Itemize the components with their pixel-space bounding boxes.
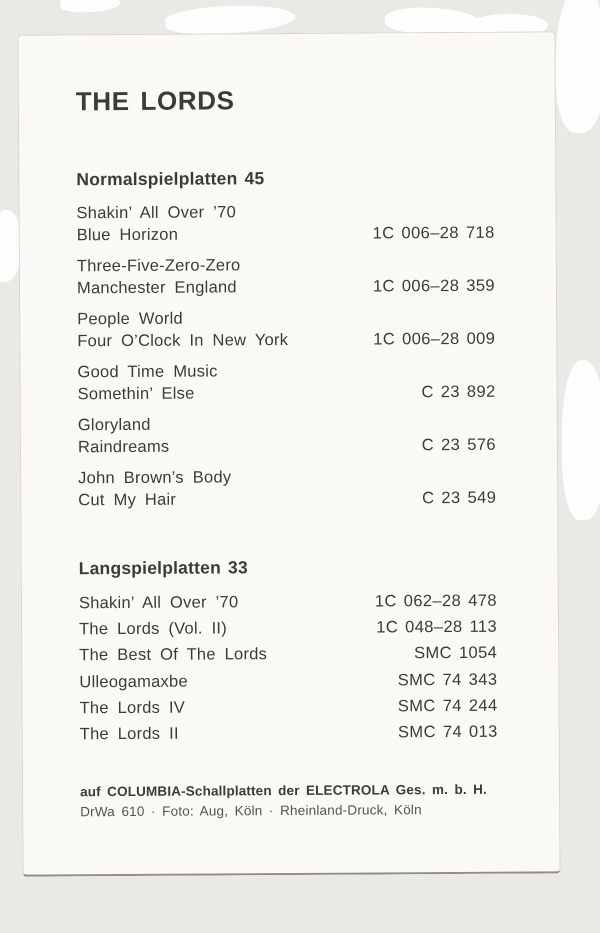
- album-row: [79, 693, 497, 722]
- single-titles: [78, 466, 231, 511]
- catalog-number: C 23 549: [422, 488, 497, 508]
- single-entry: [78, 412, 496, 459]
- albums-list: [79, 588, 498, 748]
- paper-residue-patch: [562, 360, 600, 520]
- album-title: The Lords II: [79, 724, 179, 744]
- track-title-b: Raindreams: [77, 437, 170, 457]
- section-albums: [79, 556, 498, 748]
- album-row: [79, 640, 497, 669]
- paper-residue-patch: [60, 0, 121, 13]
- paper-residue-patch: [555, 0, 600, 133]
- album-row: [80, 719, 498, 748]
- catalog-number: 1C 006–28 718: [372, 223, 495, 243]
- album-title: Ulleogamaxbe: [79, 672, 188, 691]
- track-title-b: Cut My Hair: [78, 490, 177, 510]
- catalog-number: C 23 892: [421, 382, 496, 402]
- album-title: The Lords (Vol. II): [79, 619, 228, 639]
- track-title-a: Shakin’ All Over ’70: [76, 203, 237, 223]
- single-titles: [77, 307, 288, 352]
- track-title-b: Somethin’ Else: [77, 384, 195, 404]
- card-footer: [80, 782, 498, 820]
- albums-heading: Langspielplatten 33: [78, 557, 248, 579]
- singles-heading: Normalspielplatten 45: [76, 168, 265, 190]
- catalog-number: 1C 048–28 113: [376, 617, 498, 637]
- single-titles: [77, 360, 217, 405]
- single-entry: [77, 306, 495, 353]
- track-title-a: Gloryland: [77, 415, 151, 435]
- singles-list: [76, 200, 496, 512]
- catalog-number: SMC 74 343: [397, 670, 498, 689]
- single-titles: [76, 201, 236, 246]
- track-title-a: John Brown’s Body: [78, 468, 232, 488]
- catalog-number: SMC 1054: [414, 644, 498, 663]
- single-entry: [76, 200, 494, 247]
- single-entry: [77, 359, 495, 406]
- section-singles: [76, 167, 496, 512]
- album-title: Shakin’ All Over ’70: [78, 593, 239, 613]
- catalog-number: 1C 062–28 478: [374, 591, 497, 611]
- catalog-number: SMC 74 244: [397, 696, 498, 716]
- track-title-b: Manchester England: [76, 278, 237, 298]
- track-title-b: Four O’Clock In New York: [77, 331, 289, 351]
- footer-publisher-line: auf COLUMBIA-Schallplatten der ELECTROLA Ges. m. b. H.: [80, 782, 487, 800]
- single-entry: [77, 253, 495, 300]
- album-row: [79, 588, 497, 617]
- album-row: [79, 666, 497, 695]
- catalog-number: SMC 74 013: [397, 722, 498, 742]
- card-title: THE LORDS: [75, 85, 235, 117]
- track-title-b: Blue Horizon: [76, 225, 179, 245]
- track-title-a: Good Time Music: [77, 362, 218, 382]
- catalog-number: 1C 006–28 359: [372, 276, 496, 296]
- catalog-number: 1C 006–28 009: [373, 329, 496, 349]
- album-title: The Lords IV: [79, 698, 186, 718]
- single-entry: [78, 465, 496, 512]
- album-row: [79, 614, 497, 643]
- paper-residue-patch: [164, 3, 295, 37]
- single-titles: [77, 254, 241, 299]
- catalog-number: C 23 576: [421, 435, 497, 455]
- footer-credits-line: DrWa 610 · Foto: Aug, Köln · Rheinland-Druck, Köln: [80, 802, 422, 820]
- track-title-a: People World: [77, 309, 183, 329]
- discography-card: [17, 31, 560, 876]
- single-titles: [78, 414, 170, 459]
- album-title: The Best Of The Lords: [79, 645, 268, 665]
- track-title-a: Three-Five-Zero-Zero: [76, 256, 241, 276]
